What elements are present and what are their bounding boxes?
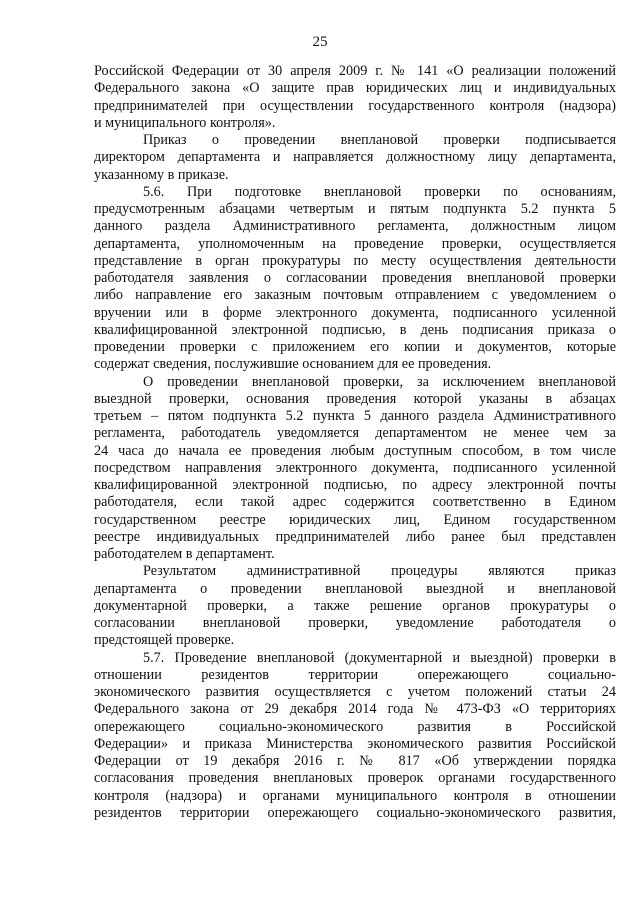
text-line: О проведении внеплановой проверки, за исключением внеплановой [143, 373, 616, 390]
paragraph-continuation [94, 63, 616, 132]
text-line: Федерального закона «О защите прав юридических лиц и индивидуальных [94, 80, 616, 97]
text-line: предпринимателей при осуществлении государственного контроля (надзора) [94, 97, 616, 114]
text-line: работодателем в департамент. [94, 546, 275, 562]
text-line: Федерации» и приказа Министерства экономического развития Российской [94, 735, 616, 752]
text-line: третьем – пятом подпункта 5.2 пункта 5 данного раздела Административного [94, 408, 616, 424]
text-line: согласования проведения внеплановых проверок органами государственного [94, 770, 616, 787]
text-line: Результатом административной процедуры являются приказ [143, 563, 616, 580]
text-line: работодателя, если такой адрес содержится соответственно в Едином [94, 494, 616, 511]
text-line: Федерации от 19 декабря 2016 г. № 817 «Об утверждении порядка [94, 753, 616, 769]
text-line: опережающего социально-экономического развития в Российской [94, 718, 616, 735]
text-line: 24 часа до начала ее проведения любым доступным способом, в том числе [94, 442, 616, 459]
text-line: выездной проверки, основания проведения которой указаны в абзацах [94, 390, 616, 407]
text-line: директором департамента и направляется должностному лицу департамента, [94, 149, 616, 166]
text-line: Федерального закона от 29 декабря 2014 года № 473-ФЗ «О территориях [94, 701, 616, 718]
text-line: регламента, работодатель уведомляется департаментом не менее чем за [94, 425, 616, 442]
text-line: работодателя заявления о согласовании проведения внеплановой проверки [94, 270, 616, 286]
text-line: 5.6. При подготовке внеплановой проверки по основаниям, [143, 183, 616, 200]
text-line: квалифицированной электронной подписью, в день подписания приказа о [94, 321, 616, 338]
text-line: содержат сведения, послужившие основанием для ее проведения. [94, 356, 492, 373]
paragraph-notification [94, 374, 616, 564]
text-line: согласовании внеплановой проверки, уведомление работодателя о [94, 615, 616, 631]
text-line: реестре индивидуальных предпринимателей либо ранее был представлен [94, 528, 616, 545]
paragraph-order-signing [94, 132, 616, 184]
text-line: государственном реестре юридических лиц, Едином государственном [94, 511, 616, 528]
text-line: проведении проверки с приложением его копии и документов, которые [94, 339, 616, 355]
text-line: и муниципального контроля». [94, 114, 276, 131]
page-number: 25 [312, 34, 328, 50]
text-line: Российской Федерации от 30 апреля 2009 г. № 141 «О реализации положений [94, 63, 616, 79]
text-line: представление в орган прокуратуры по месту осуществления деятельности [94, 252, 616, 269]
text-line: вручении или в форме электронного документа, подписанного усиленной [94, 304, 616, 321]
text-line: контроля (надзора) и органами муниципального контроля в отношении [94, 787, 616, 804]
text-line: предстоящей проверке. [94, 632, 235, 649]
text-line: квалифицированной электронной подписью, по адресу электронной почты [94, 477, 616, 493]
text-line: указанному в приказе. [94, 166, 229, 183]
paragraph-5-7 [94, 650, 616, 823]
text-line: отношении резидентов территории опережающего социально- [94, 666, 616, 683]
text-line: данного раздела Административного регламента, должностным лицом [94, 218, 616, 235]
document-body [94, 63, 616, 822]
text-line: посредством направления электронного документа, подписанного усиленной [94, 459, 616, 476]
text-line: департамента, уполномоченным на проведение проверки, осуществляется [94, 235, 616, 252]
text-line: либо направление его заказным почтовым отправлением с уведомлением о [94, 287, 616, 304]
text-line: департамента о проведении внеплановой выездной и внеплановой [94, 580, 616, 597]
paragraph-5-6 [94, 184, 616, 374]
text-line: резидентов территории опережающего социально-экономического развития, [94, 804, 616, 821]
paragraph-result [94, 563, 616, 649]
text-line: предусмотренным абзацами четвертым и пятым подпункта 5.2 пункта 5 [94, 201, 616, 217]
text-line: экономического развития осуществляется с учетом положений статьи 24 [94, 684, 616, 700]
text-line: Приказ о проведении внеплановой проверки подписывается [143, 132, 616, 148]
text-line: документарной проверки, а также решение органов прокуратуры о [94, 597, 616, 614]
text-line: 5.7. Проведение внеплановой (документарной и выездной) проверки в [143, 649, 616, 666]
